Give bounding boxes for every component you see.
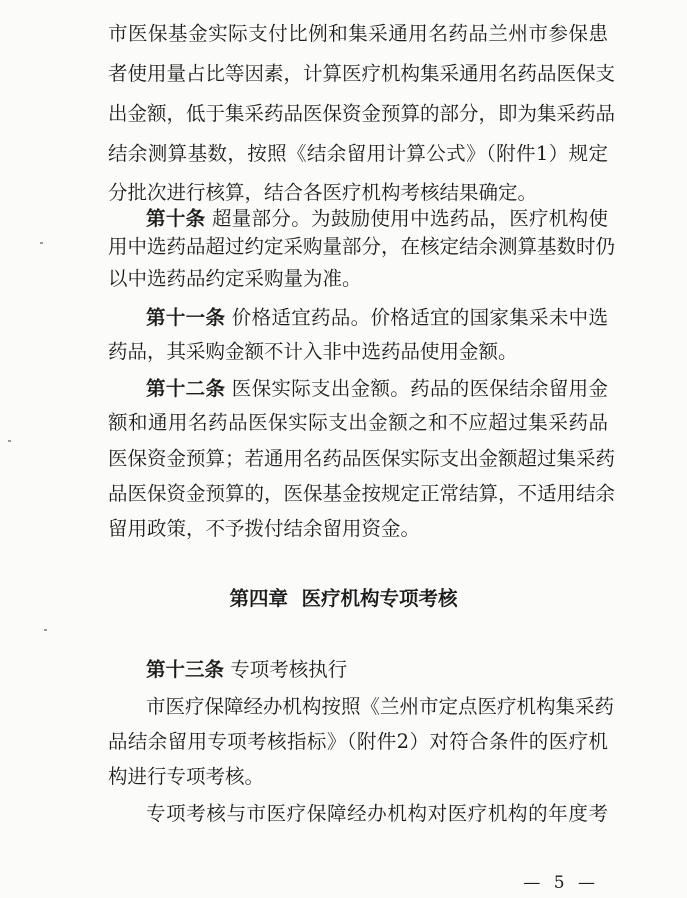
paragraph-line: 市医疗保障经办机构按照《兰州市定点医疗机构集采药 <box>146 695 615 718</box>
paragraph-line: 分批次进行核算，结合各医疗机构考核结果确定。 <box>108 181 538 204</box>
paragraph-line: 专项考核与市医疗保障经办机构对医疗机构的年度考 <box>146 802 608 825</box>
page-number: — 5 — <box>523 873 599 893</box>
article-12-first-line <box>146 376 608 402</box>
paragraph-line: 者使用量占比等因素，计算医疗机构集采通用名药品医保支 <box>108 62 616 85</box>
article-10-label: 第十条 <box>146 207 206 230</box>
paragraph-line: 结余测算基数，按照《结余留用计算公式》（附件1）规定 <box>108 142 608 165</box>
paragraph-line: 品医保资金预算的，医保基金按规定正常结算，不适用结余 <box>108 482 616 505</box>
paragraph-line: 以中选药品约定采购量为准。 <box>108 267 362 290</box>
paragraph-line: 额和通用名药品医保实际支出金额之和不应超过集采药品 <box>108 411 608 434</box>
paragraph-line: 构进行专项考核。 <box>108 765 265 788</box>
article-11-label: 第十一条 <box>146 306 226 329</box>
paragraph-line: 用中选药品超过约定采购量部分，在核定结余测算基数时仍 <box>108 235 616 258</box>
chapter-heading: 第四章 医疗机构专项考核 <box>229 587 458 610</box>
paragraph-line: 市医保基金实际支付比例和集采通用名药品兰州市参保患 <box>108 22 608 45</box>
scan-speck <box>40 242 43 244</box>
article-10-text: 超量部分。为鼓励使用中选药品，医疗机构使 <box>211 207 608 230</box>
article-11-text: 价格适宜药品。价格适宜的国家集采未中选 <box>231 306 608 329</box>
scan-speck <box>44 629 47 631</box>
article-13-first-line <box>146 657 608 683</box>
paragraph-line: 留用政策，不予拨付结余留用资金。 <box>108 517 421 540</box>
article-12-text: 医保实际支出金额。药品的医保结余留用金 <box>231 377 608 400</box>
article-12-label: 第十二条 <box>146 377 226 400</box>
article-13-label: 第十三条 <box>146 658 225 681</box>
scan-speck <box>8 440 11 442</box>
paragraph-line: 品结余留用专项考核指标》（附件2）对符合条件的医疗机 <box>108 730 608 753</box>
article-10-first-line <box>146 206 608 232</box>
article-11-first-line <box>146 305 608 331</box>
paragraph-line: 医保资金预算；若通用名药品医保实际支出金额超过集采药 <box>108 447 616 470</box>
paragraph-line: 药品，其采购金额不计入非中选药品使用金额。 <box>108 340 518 363</box>
article-13-title: 专项考核执行 <box>230 658 348 681</box>
paragraph-line: 出金额，低于集采药品医保资金预算的部分，即为集采药品 <box>108 102 616 125</box>
